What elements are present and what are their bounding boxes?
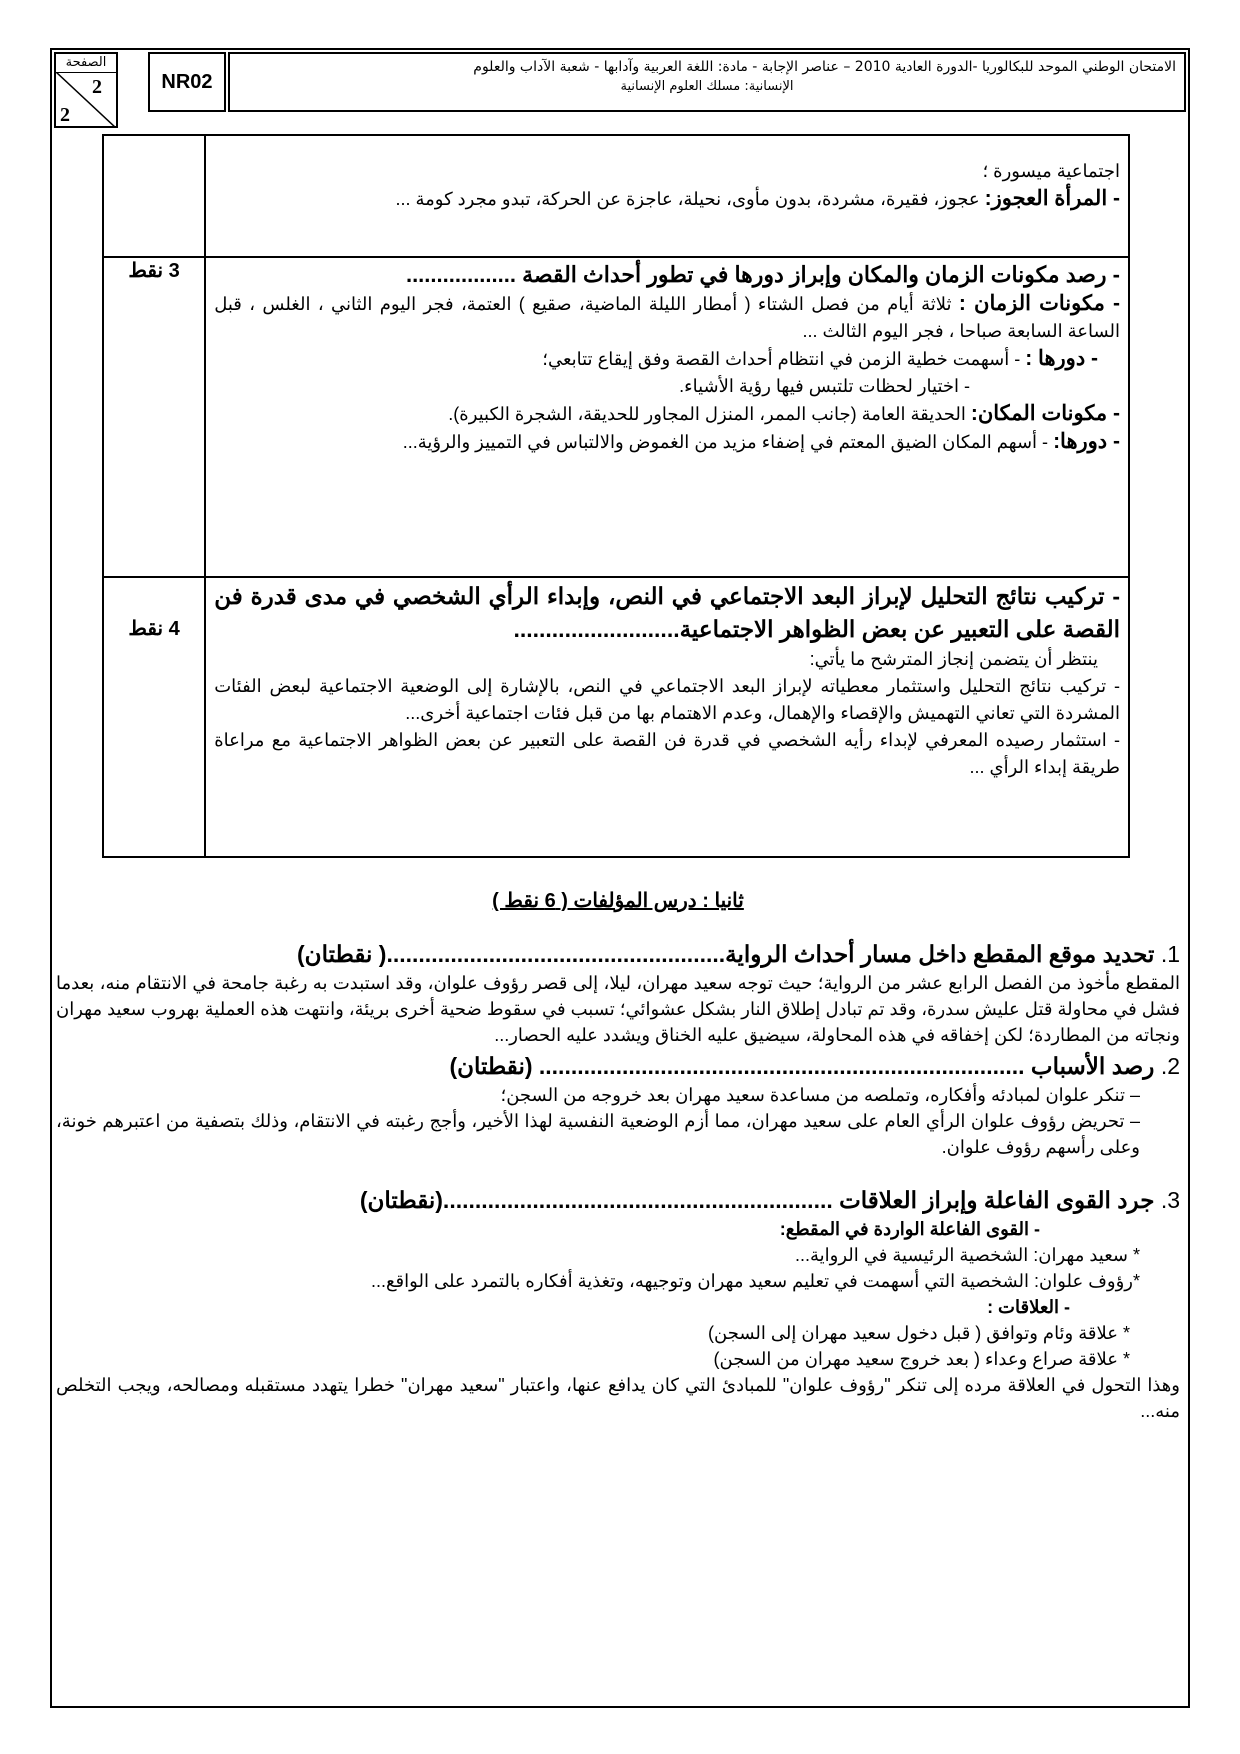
question-1-heading: تحديد موقع المقطع داخل مسار أحداث الرواية.....................................................( نقطتان)	[297, 941, 1155, 967]
section-2-title: ثانيا : درس المؤلفات ( 6 نقط )	[492, 890, 744, 912]
row2-time	[214, 290, 1120, 345]
question-1-answer: المقطع مأخوذ من الفصل الرابع عشر من الرواية؛ حيث توجه سعيد مهران، ليلا، إلى قصر رؤوف علوان، وقد استبدت به رغبة جامحة في الانتقام منه، بعدما فشل في محاولة قتل عليش سدرة، وقد تم تبادل إطلاق النار بشكل عشوائي؛ تسبب في سقوط ضحية أخرى بريئة، وانتهت هذه العملية بهروب سعيد مهران ونجاته من المطاردة؛ لكن إخفاقه في هذه المحاولة، سيضيق عليه الخناق ويشدد عليه الحصار...	[56, 973, 1180, 1045]
force-item-2: *رؤوف علوان: الشخصية التي أسهمت في تعليم سعيد مهران وتوجيهه، وتغذية أفكاره بالتمرد على الواقع...	[370, 1271, 1140, 1291]
row3-heading: - تركيب نتائج التحليل لإبراز البعد الاجتماعي في النص، وإبداء الرأي الشخصي في مدى قدرة فن القصة على التعبير عن بعض الظواهر الاجتماعية..........................	[214, 583, 1120, 642]
question-3-title	[56, 1184, 1180, 1216]
relations-heading: - العلاقات :	[987, 1297, 1070, 1317]
question-2-item1: – تنكر علوان لمبادئه وأفكاره، وتملصه من مساعدة سعيد مهران بعد خروجه من السجن؛	[500, 1085, 1140, 1105]
row2-place	[214, 400, 1120, 428]
spacer	[56, 1160, 1180, 1182]
question-2-title	[56, 1050, 1180, 1082]
page-label: الصفحة	[56, 54, 116, 73]
row1-old-woman	[214, 185, 1120, 213]
table-row	[103, 577, 1129, 857]
section-2	[56, 888, 1180, 1424]
row2-role2-text: - أسهم المكان الضيق المعتم في إضفاء مزيد من الغموض والالتباس في التمييز والرؤية...	[402, 432, 1054, 452]
exam-header-title	[228, 52, 1186, 112]
force-item-1: * سعيد مهران: الشخصية الرئيسية في الرواية...	[795, 1245, 1140, 1265]
header-title-line1: الامتحان الوطني الموحد للبكالوريا -الدورة العادية 2010 – عناصر الإجابة - مادة: اللغة العربية وآدابها - شعبة الآداب والعلوم	[473, 59, 1176, 75]
question-2-item2: – تحريض رؤوف علوان الرأي العام على سعيد مهران، مما أزم الوضعية النفسية لهذا الأخير، وأجج رغبته في الانتقام، وذلك بتصفية من اعتبرهم خونة، وعلى رأسهم رؤوف علوان.	[56, 1111, 1140, 1157]
row3-item2: - استثمار رصيده المعرفي لإبداء رأيه الشخصي في قدرة فن القصة على التعبير عن بعض الظواهر الاجتماعية مع مراعاة طريقة إبداء الرأي ...	[214, 730, 1120, 777]
row2-heading: - رصد مكونات الزمان والمكان وإبراز دورها في تطور أحداث القصة ..................	[405, 262, 1120, 287]
relation-item-2: * علاقة صراع وعداء ( بعد خروج سعيد مهران من السجن)	[713, 1349, 1130, 1369]
row2-time-lead: - مكونات الزمان :	[958, 292, 1120, 315]
row3-intro: ينتظر أن يتضمن إنجاز المترشح ما يأتي:	[809, 649, 1098, 669]
row1-points	[103, 135, 205, 257]
row2-role2	[214, 428, 1120, 456]
row2-role2-lead: - دورها:	[1053, 430, 1120, 453]
row3-content	[205, 577, 1129, 857]
page-total: 2	[60, 104, 70, 126]
row2-place-lead: - مكونات المكان:	[970, 402, 1120, 425]
question-3-number: 3.	[1160, 1187, 1180, 1213]
row2-role1-lead: - دورها :	[1025, 347, 1098, 370]
relation-item-1: * علاقة وئام وتوافق ( قبل دخول سعيد مهران إلى السجن)	[708, 1323, 1130, 1343]
row2-content	[205, 257, 1129, 577]
row3-item1: - تركيب نتائج التحليل واستثمار معطياته لإبراز البعد الاجتماعي في النص، بالإشارة إلى الوضعية الاجتماعية لبعض الفئات المشردة التي تعاني التهميش والإقصاء والإهمال، وعدم الاهتمام بها من قبل فئات اجتماعية أخرى...	[214, 676, 1120, 723]
row2-place-text: الحديقة العامة (جانب الممر، المنزل المجاور للحديقة، الشجرة الكبيرة).	[448, 404, 971, 424]
question-2-heading: رصد الأسباب ............................................................................ (نقطتان)	[449, 1053, 1155, 1079]
grading-table	[102, 134, 1130, 858]
header-title-line2: الإنسانية: مسلك العلوم الإنسانية	[620, 79, 794, 94]
row1-lead: - المرأة العجوز:	[984, 187, 1120, 210]
page-number-box	[54, 52, 118, 128]
forces-heading: - القوى الفاعلة الواردة في المقطع:	[779, 1219, 1040, 1239]
row2-role1-text2: - اختيار لحظات تلتبس فيها رؤية الأشياء.	[679, 376, 970, 396]
table-row	[103, 257, 1129, 577]
question-1-title	[56, 938, 1180, 970]
row1-content	[205, 135, 1129, 257]
row3-points: 4 نقط	[103, 577, 205, 857]
question-2-number: 2.	[1160, 1053, 1180, 1079]
row2-points: 3 نقط	[103, 257, 205, 577]
row2-time-text: ثلاثة أيام من فصل الشتاء ( أمطار الليلة الماضية، صقيع ) العتمة، فجر اليوم الثاني ، الغلس ، قبل الساعة السابعة صباحا ، فجر اليوم الثالث ...	[214, 294, 1120, 341]
table-row	[103, 135, 1129, 257]
exam-code: NR02	[148, 52, 226, 112]
question-3-heading: جرد القوى الفاعلة وإبراز العلاقات .............................................................(نقطتان)	[359, 1187, 1155, 1213]
row2-role1-text: - أسهمت خطية الزمن في انتظام أحداث القصة وفق إيقاع تتابعي؛	[542, 349, 1026, 369]
row1-text: عجوز، فقيرة، مشردة، بدون مأوى، نحيلة، عاجزة عن الحركة، تبدو مجرد كومة ...	[395, 189, 985, 209]
question-1-number: 1.	[1160, 941, 1180, 967]
relations-conclusion: وهذا التحول في العلاقة مرده إلى تنكر "رؤوف علوان" للمبادئ التي كان يدافع عنها، واعتبار "سعيد مهران" خطرا يتهدد مستقبله ومصالحه، ويجب التخلص منه...	[56, 1375, 1180, 1421]
row1-line1: اجتماعية ميسورة ؛	[982, 161, 1120, 181]
page-number: 2	[92, 76, 102, 98]
row2-role1	[214, 345, 1120, 373]
